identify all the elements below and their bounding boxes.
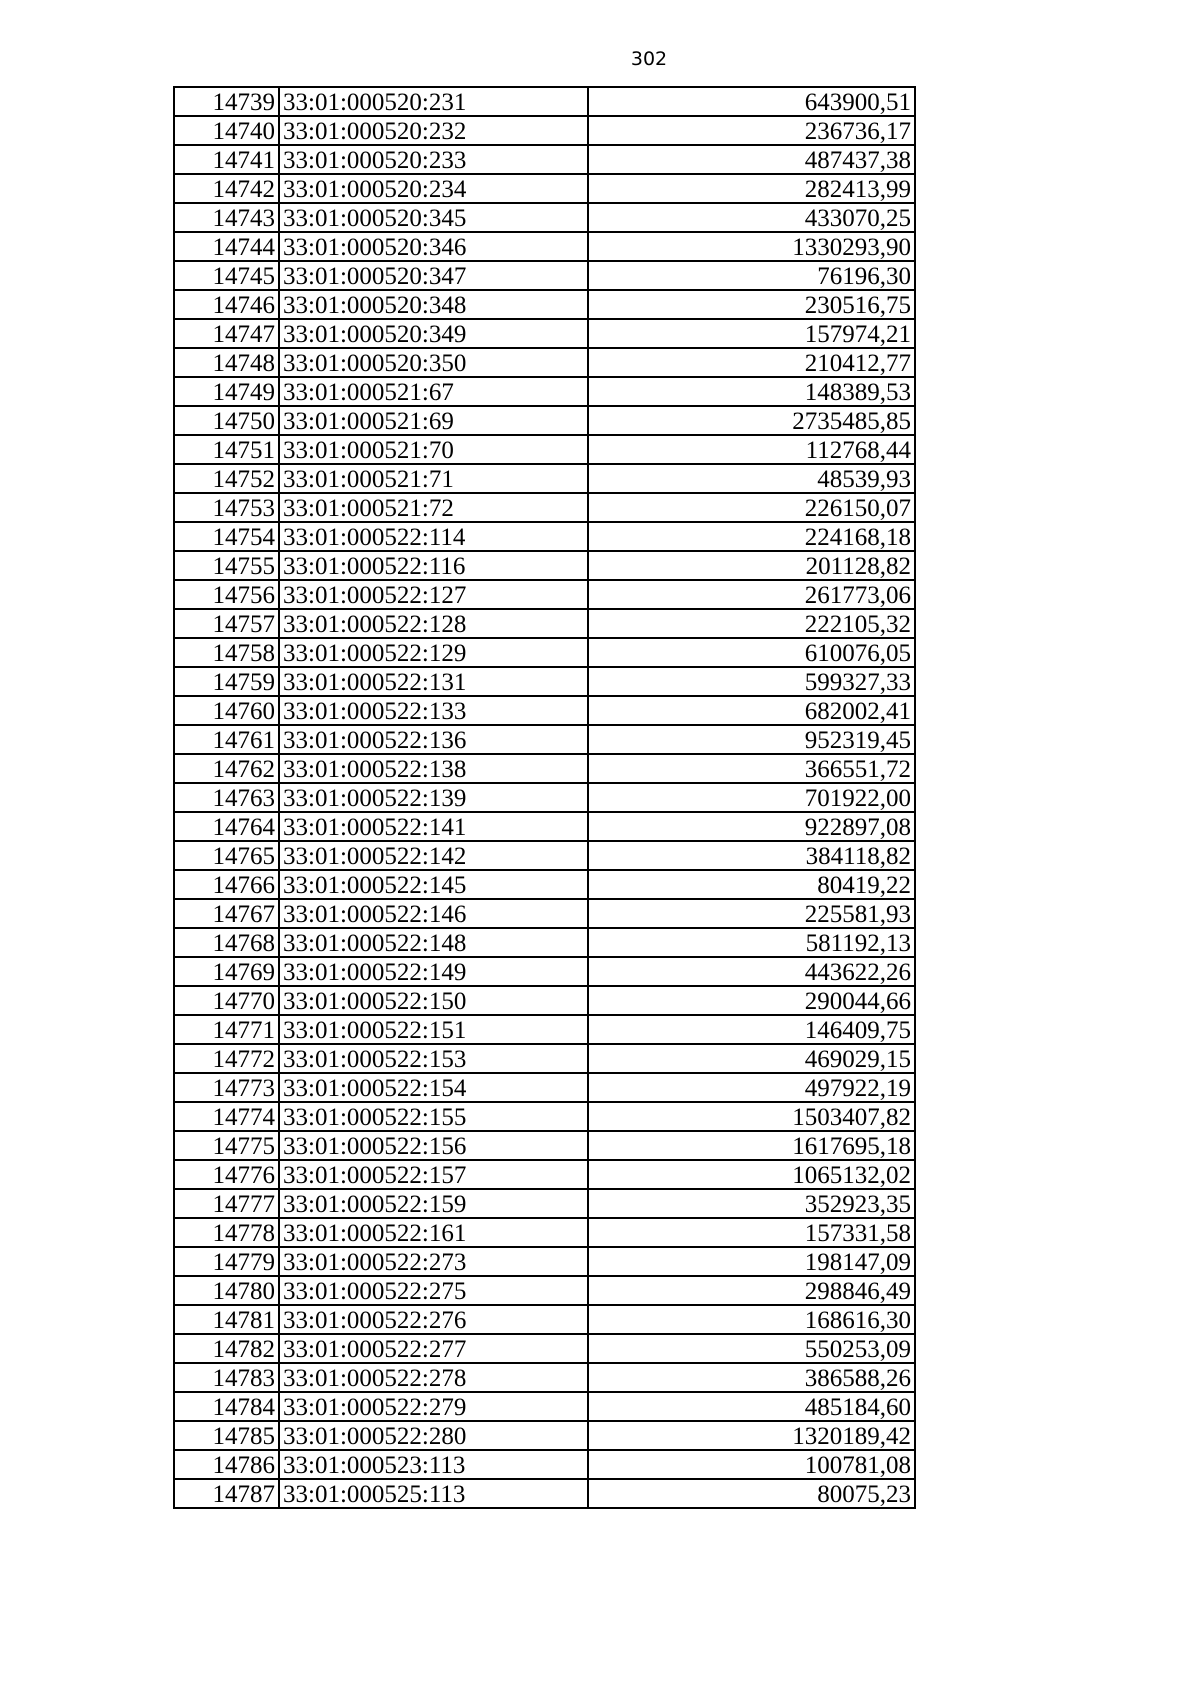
table-row xyxy=(174,290,915,319)
cadastral-number: 33:01:000521:67 xyxy=(279,377,588,406)
row-number: 14739 xyxy=(174,87,279,116)
cadastral-value: 76196,30 xyxy=(588,261,915,290)
cadastral-value: 80075,23 xyxy=(588,1479,915,1508)
row-number: 14770 xyxy=(174,986,279,1015)
table-row xyxy=(174,464,915,493)
cadastral-number: 33:01:000522:273 xyxy=(279,1247,588,1276)
row-number: 14757 xyxy=(174,609,279,638)
table-row xyxy=(174,174,915,203)
table-row xyxy=(174,667,915,696)
cadastral-value: 952319,45 xyxy=(588,725,915,754)
cadastral-value: 282413,99 xyxy=(588,174,915,203)
table-row xyxy=(174,1363,915,1392)
cadastral-value: 1617695,18 xyxy=(588,1131,915,1160)
cadastral-number: 33:01:000522:280 xyxy=(279,1421,588,1450)
table-row xyxy=(174,1392,915,1421)
cadastral-value: 146409,75 xyxy=(588,1015,915,1044)
cadastral-value: 469029,15 xyxy=(588,1044,915,1073)
cadastral-number: 33:01:000522:150 xyxy=(279,986,588,1015)
row-number: 14754 xyxy=(174,522,279,551)
table-row xyxy=(174,1073,915,1102)
table-row xyxy=(174,1189,915,1218)
cadastral-value: 550253,09 xyxy=(588,1334,915,1363)
table-body xyxy=(174,87,915,1508)
row-number: 14786 xyxy=(174,1450,279,1479)
cadastral-number: 33:01:000520:233 xyxy=(279,145,588,174)
cadastral-number: 33:01:000520:348 xyxy=(279,290,588,319)
row-number: 14762 xyxy=(174,754,279,783)
table-row xyxy=(174,87,915,116)
row-number: 14785 xyxy=(174,1421,279,1450)
table-row xyxy=(174,638,915,667)
cadastral-number: 33:01:000522:155 xyxy=(279,1102,588,1131)
row-number: 14753 xyxy=(174,493,279,522)
cadastral-value: 610076,05 xyxy=(588,638,915,667)
cadastral-value: 1330293,90 xyxy=(588,232,915,261)
row-number: 14748 xyxy=(174,348,279,377)
row-number: 14763 xyxy=(174,783,279,812)
cadastral-number: 33:01:000522:277 xyxy=(279,1334,588,1363)
table-row xyxy=(174,1160,915,1189)
row-number: 14759 xyxy=(174,667,279,696)
table-row xyxy=(174,1044,915,1073)
row-number: 14775 xyxy=(174,1131,279,1160)
row-number: 14756 xyxy=(174,580,279,609)
cadastral-value: 100781,08 xyxy=(588,1450,915,1479)
cadastral-number: 33:01:000520:347 xyxy=(279,261,588,290)
cadastral-number: 33:01:000520:349 xyxy=(279,319,588,348)
cadastral-value: 599327,33 xyxy=(588,667,915,696)
cadastral-number: 33:01:000522:136 xyxy=(279,725,588,754)
cadastral-number: 33:01:000522:116 xyxy=(279,551,588,580)
cadastral-value: 201128,82 xyxy=(588,551,915,580)
row-number: 14774 xyxy=(174,1102,279,1131)
cadastral-number: 33:01:000521:71 xyxy=(279,464,588,493)
table-row xyxy=(174,1276,915,1305)
cadastral-value: 222105,32 xyxy=(588,609,915,638)
cadastral-number: 33:01:000522:127 xyxy=(279,580,588,609)
cadastral-number: 33:01:000522:153 xyxy=(279,1044,588,1073)
table-row xyxy=(174,812,915,841)
row-number: 14778 xyxy=(174,1218,279,1247)
cadastral-value: 230516,75 xyxy=(588,290,915,319)
row-number: 14779 xyxy=(174,1247,279,1276)
table-row xyxy=(174,261,915,290)
row-number: 14784 xyxy=(174,1392,279,1421)
row-number: 14741 xyxy=(174,145,279,174)
row-number: 14772 xyxy=(174,1044,279,1073)
row-number: 14744 xyxy=(174,232,279,261)
row-number: 14765 xyxy=(174,841,279,870)
row-number: 14760 xyxy=(174,696,279,725)
table-row xyxy=(174,609,915,638)
cadastral-value: 487437,38 xyxy=(588,145,915,174)
row-number: 14777 xyxy=(174,1189,279,1218)
table-row xyxy=(174,1102,915,1131)
cadastral-number: 33:01:000522:159 xyxy=(279,1189,588,1218)
row-number: 14743 xyxy=(174,203,279,232)
row-number: 14787 xyxy=(174,1479,279,1508)
row-number: 14782 xyxy=(174,1334,279,1363)
cadastral-number: 33:01:000522:275 xyxy=(279,1276,588,1305)
row-number: 14773 xyxy=(174,1073,279,1102)
table-row xyxy=(174,1247,915,1276)
cadastral-value: 701922,00 xyxy=(588,783,915,812)
cadastral-value: 497922,19 xyxy=(588,1073,915,1102)
row-number: 14745 xyxy=(174,261,279,290)
cadastral-value: 682002,41 xyxy=(588,696,915,725)
cadastral-value: 643900,51 xyxy=(588,87,915,116)
cadastral-value: 1503407,82 xyxy=(588,1102,915,1131)
cadastral-value: 433070,25 xyxy=(588,203,915,232)
row-number: 14752 xyxy=(174,464,279,493)
cadastral-value: 485184,60 xyxy=(588,1392,915,1421)
table-row xyxy=(174,986,915,1015)
cadastral-number: 33:01:000520:350 xyxy=(279,348,588,377)
table-row xyxy=(174,580,915,609)
table-row xyxy=(174,406,915,435)
cadastral-value: 157331,58 xyxy=(588,1218,915,1247)
cadastral-number: 33:01:000520:345 xyxy=(279,203,588,232)
cadastral-number: 33:01:000522:276 xyxy=(279,1305,588,1334)
table-row xyxy=(174,232,915,261)
table-row xyxy=(174,116,915,145)
row-number: 14751 xyxy=(174,435,279,464)
cadastral-number: 33:01:000522:156 xyxy=(279,1131,588,1160)
cadastral-number: 33:01:000520:346 xyxy=(279,232,588,261)
cadastral-value: 168616,30 xyxy=(588,1305,915,1334)
table-row xyxy=(174,1305,915,1334)
row-number: 14764 xyxy=(174,812,279,841)
cadastral-number: 33:01:000521:69 xyxy=(279,406,588,435)
cadastral-number: 33:01:000522:146 xyxy=(279,899,588,928)
table-row xyxy=(174,1131,915,1160)
table-row xyxy=(174,783,915,812)
page-number: 302 xyxy=(630,48,668,70)
row-number: 14776 xyxy=(174,1160,279,1189)
table-row xyxy=(174,928,915,957)
table-row xyxy=(174,696,915,725)
cadastral-number: 33:01:000522:128 xyxy=(279,609,588,638)
cadastral-number: 33:01:000522:149 xyxy=(279,957,588,986)
row-number: 14758 xyxy=(174,638,279,667)
cadastral-value: 112768,44 xyxy=(588,435,915,464)
cadastral-number: 33:01:000521:70 xyxy=(279,435,588,464)
table-row xyxy=(174,1450,915,1479)
row-number: 14781 xyxy=(174,1305,279,1334)
cadastral-number: 33:01:000522:129 xyxy=(279,638,588,667)
cadastral-value: 1320189,42 xyxy=(588,1421,915,1450)
row-number: 14783 xyxy=(174,1363,279,1392)
row-number: 14747 xyxy=(174,319,279,348)
cadastral-number: 33:01:000523:113 xyxy=(279,1450,588,1479)
cadastral-value: 298846,49 xyxy=(588,1276,915,1305)
cadastral-number: 33:01:000522:151 xyxy=(279,1015,588,1044)
cadastral-number: 33:01:000520:232 xyxy=(279,116,588,145)
cadastral-number: 33:01:000522:148 xyxy=(279,928,588,957)
cadastral-value: 352923,35 xyxy=(588,1189,915,1218)
cadastral-value: 1065132,02 xyxy=(588,1160,915,1189)
cadastral-value: 384118,82 xyxy=(588,841,915,870)
cadastral-value: 366551,72 xyxy=(588,754,915,783)
row-number: 14750 xyxy=(174,406,279,435)
cadastral-value: 80419,22 xyxy=(588,870,915,899)
cadastral-number: 33:01:000522:278 xyxy=(279,1363,588,1392)
cadastral-number: 33:01:000520:234 xyxy=(279,174,588,203)
cadastral-value: 198147,09 xyxy=(588,1247,915,1276)
cadastral-value: 443622,26 xyxy=(588,957,915,986)
table-row xyxy=(174,377,915,406)
table-row xyxy=(174,1421,915,1450)
cadastral-number: 33:01:000520:231 xyxy=(279,87,588,116)
row-number: 14768 xyxy=(174,928,279,957)
cadastral-value: 236736,17 xyxy=(588,116,915,145)
cadastral-number: 33:01:000525:113 xyxy=(279,1479,588,1508)
table-row xyxy=(174,145,915,174)
cadastral-value: 210412,77 xyxy=(588,348,915,377)
table-row xyxy=(174,522,915,551)
table-row xyxy=(174,870,915,899)
cadastral-value: 922897,08 xyxy=(588,812,915,841)
row-number: 14766 xyxy=(174,870,279,899)
table-row xyxy=(174,899,915,928)
cadastral-number: 33:01:000522:133 xyxy=(279,696,588,725)
cadastral-value: 224168,18 xyxy=(588,522,915,551)
table-row xyxy=(174,551,915,580)
row-number: 14749 xyxy=(174,377,279,406)
cadastral-value: 226150,07 xyxy=(588,493,915,522)
row-number: 14740 xyxy=(174,116,279,145)
row-number: 14746 xyxy=(174,290,279,319)
row-number: 14755 xyxy=(174,551,279,580)
table-row xyxy=(174,725,915,754)
table-row xyxy=(174,841,915,870)
cadastral-number: 33:01:000522:131 xyxy=(279,667,588,696)
row-number: 14767 xyxy=(174,899,279,928)
table-row xyxy=(174,348,915,377)
table-row xyxy=(174,1015,915,1044)
cadastral-value: 148389,53 xyxy=(588,377,915,406)
cadastral-number: 33:01:000521:72 xyxy=(279,493,588,522)
cadastral-value-table xyxy=(173,86,916,1509)
cadastral-value: 2735485,85 xyxy=(588,406,915,435)
table-row xyxy=(174,1334,915,1363)
table-row xyxy=(174,319,915,348)
cadastral-number: 33:01:000522:154 xyxy=(279,1073,588,1102)
table-row xyxy=(174,203,915,232)
cadastral-number: 33:01:000522:279 xyxy=(279,1392,588,1421)
row-number: 14742 xyxy=(174,174,279,203)
table-row xyxy=(174,1479,915,1508)
table-row xyxy=(174,493,915,522)
row-number: 14780 xyxy=(174,1276,279,1305)
cadastral-value: 386588,26 xyxy=(588,1363,915,1392)
table-row xyxy=(174,957,915,986)
cadastral-number: 33:01:000522:142 xyxy=(279,841,588,870)
row-number: 14761 xyxy=(174,725,279,754)
cadastral-number: 33:01:000522:138 xyxy=(279,754,588,783)
cadastral-number: 33:01:000522:145 xyxy=(279,870,588,899)
cadastral-number: 33:01:000522:161 xyxy=(279,1218,588,1247)
cadastral-number: 33:01:000522:141 xyxy=(279,812,588,841)
cadastral-value: 48539,93 xyxy=(588,464,915,493)
table-row xyxy=(174,435,915,464)
row-number: 14769 xyxy=(174,957,279,986)
row-number: 14771 xyxy=(174,1015,279,1044)
cadastral-value: 157974,21 xyxy=(588,319,915,348)
cadastral-number: 33:01:000522:114 xyxy=(279,522,588,551)
cadastral-number: 33:01:000522:157 xyxy=(279,1160,588,1189)
cadastral-value: 225581,93 xyxy=(588,899,915,928)
cadastral-number: 33:01:000522:139 xyxy=(279,783,588,812)
table-row xyxy=(174,754,915,783)
cadastral-value: 290044,66 xyxy=(588,986,915,1015)
cadastral-value: 261773,06 xyxy=(588,580,915,609)
cadastral-value: 581192,13 xyxy=(588,928,915,957)
table-row xyxy=(174,1218,915,1247)
